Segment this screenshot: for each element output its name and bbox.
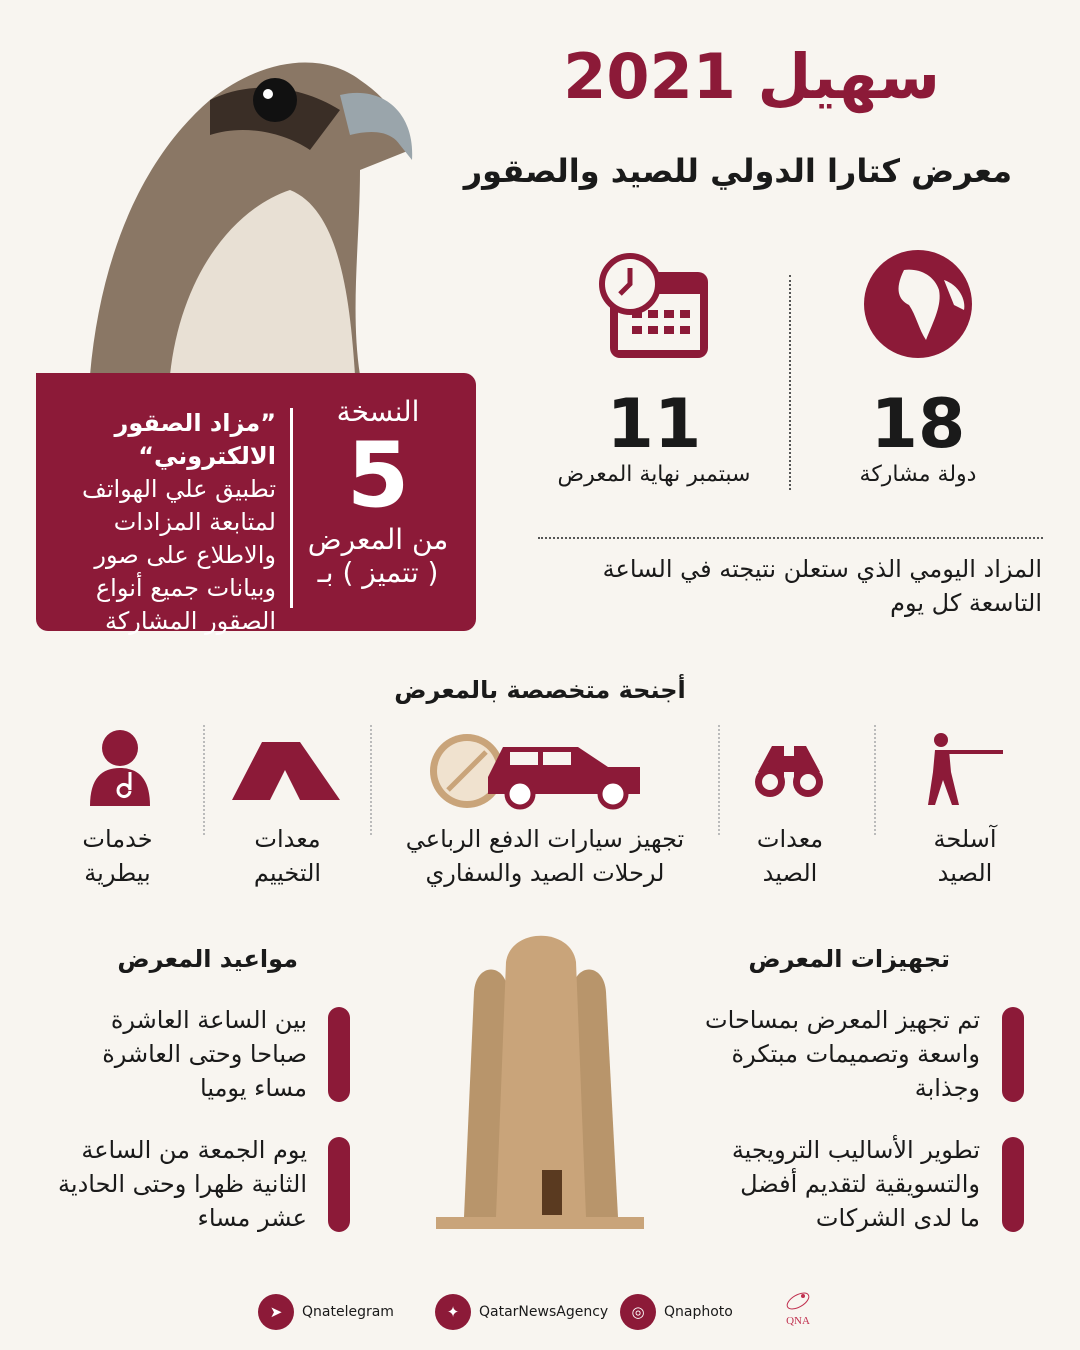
instagram-link[interactable] <box>620 1294 733 1330</box>
pavilion-label: معدات <box>254 825 321 853</box>
item-line: مساء يوميا <box>200 1074 307 1102</box>
item-line: يوم الجمعة من الساعة <box>81 1136 307 1164</box>
qna-logo-mark <box>783 1290 813 1312</box>
item-line: ما لدى الشركات <box>815 1204 980 1232</box>
page-subtitle: معرض كتارا الدولي للصيد والصقور <box>463 152 1012 190</box>
item-line: صباحا وحتى العاشرة <box>102 1040 307 1068</box>
stats-divider <box>789 275 791 490</box>
pavilion-label: الصيد <box>762 859 818 887</box>
binoculars-icon <box>752 742 826 798</box>
card-line: الصقور المشاركة <box>104 607 276 635</box>
card-line: لمتابعة المزادات <box>113 508 276 536</box>
card-line: ”مزاد الصقور الالكتروني“ <box>114 409 276 470</box>
card-line: تطبيق علي الهواتف <box>81 475 276 503</box>
edition-number: 5 <box>346 423 410 528</box>
pavilion-label: معدات <box>756 825 824 853</box>
pavilion-label: لرحلات الصيد والسفاري <box>425 859 665 887</box>
globe-icon <box>864 250 972 358</box>
countries-value: 18 <box>870 385 966 464</box>
qna-logo-text: QNA <box>786 1315 810 1327</box>
pavilion-label: بيطرية <box>84 859 151 887</box>
card-divider <box>290 408 293 608</box>
hunter-rifle-icon <box>925 732 1005 807</box>
item-line: واسعة وتصميمات مبتكرة <box>731 1040 980 1068</box>
pigeon-tower-image <box>436 932 644 1232</box>
edition-distinct: ( تتميز ) بـ <box>317 556 439 589</box>
pavilion-hunting-equipment <box>720 822 860 890</box>
pavilion-divider <box>370 725 372 835</box>
bullet-bar <box>328 1137 350 1232</box>
pavilion-divider <box>718 725 720 835</box>
vet-services-icon <box>80 730 158 806</box>
suv-compass-icon <box>428 732 648 810</box>
countries-label: دولة مشاركة <box>859 462 977 487</box>
pavilion-label: آسلحة <box>933 825 997 853</box>
pavilion-vet-services <box>40 822 195 890</box>
stats-divider-horizontal <box>538 537 1043 539</box>
pavilion-label: تجهيز سيارات الدفع الرباعي <box>405 825 685 853</box>
item-line: والتسويقية لتقديم أفضل <box>740 1170 980 1198</box>
pavilion-label: الصيد <box>937 859 993 887</box>
pavilion-camping-equipment <box>205 822 370 890</box>
twitter-icon: ✦ <box>435 1294 471 1330</box>
twitter-label: QatarNewsAgency <box>479 1304 609 1320</box>
preparation-item <box>732 1133 980 1235</box>
schedule-item <box>102 1003 307 1105</box>
instagram-label: Qnaphoto <box>664 1304 733 1320</box>
pavilion-hunting-weapons <box>880 822 1050 890</box>
card-line: والاطلاع على صور <box>94 541 276 569</box>
auction-note <box>603 552 1042 620</box>
bullet-bar <box>1002 1007 1024 1102</box>
card-description <box>46 407 276 638</box>
instagram-icon: ◎ <box>620 1294 656 1330</box>
edition-label: النسخة <box>336 395 420 428</box>
auction-note-line: التاسعة كل يوم <box>890 589 1042 617</box>
item-line: تطوير الأساليب الترويجية <box>731 1136 980 1164</box>
pavilion-4x4-vehicles <box>375 822 715 890</box>
edition-card <box>36 373 476 635</box>
item-line: عشر مساء <box>197 1204 307 1232</box>
pavilion-label: التخييم <box>253 859 322 887</box>
schedule-title: مواعيد المعرض <box>117 945 298 973</box>
schedule-item <box>58 1133 307 1235</box>
item-line: وجذابة <box>914 1074 980 1102</box>
preparations-title: تجهيزات المعرض <box>748 945 950 973</box>
telegram-icon: ➤ <box>258 1294 294 1330</box>
item-line: الثانية ظهرا وحتى الحادية <box>58 1170 307 1198</box>
bullet-bar <box>1002 1137 1024 1232</box>
edition-from: من المعرض <box>307 523 449 556</box>
qna-logo <box>768 1290 828 1327</box>
pavilion-divider <box>203 725 205 835</box>
telegram-link[interactable] <box>258 1294 394 1330</box>
twitter-link[interactable] <box>435 1294 608 1330</box>
end-date-value: 11 <box>606 385 702 464</box>
preparation-item <box>705 1003 980 1105</box>
auction-note-line: المزاد اليومي الذي ستعلن نتيجته في الساعة <box>602 555 1042 583</box>
pavilions-title: أجنحة متخصصة بالمعرض <box>394 676 686 704</box>
falcon-image <box>60 40 420 375</box>
item-line: تم تجهيز المعرض بمساحات <box>705 1006 980 1034</box>
end-date-label: سبتمبر نهاية المعرض <box>557 462 751 487</box>
pavilion-divider <box>874 725 876 835</box>
tent-icon <box>230 740 342 802</box>
bullet-bar <box>328 1007 350 1102</box>
pavilion-label: خدمات <box>82 825 153 853</box>
card-line: وبيانات جميع أنواع <box>95 574 276 602</box>
calendar-clock-icon <box>598 252 710 360</box>
page-title: سهيل 2021 <box>563 40 940 113</box>
item-line: بين الساعة العاشرة <box>110 1006 307 1034</box>
telegram-label: Qnatelegram <box>302 1304 394 1320</box>
